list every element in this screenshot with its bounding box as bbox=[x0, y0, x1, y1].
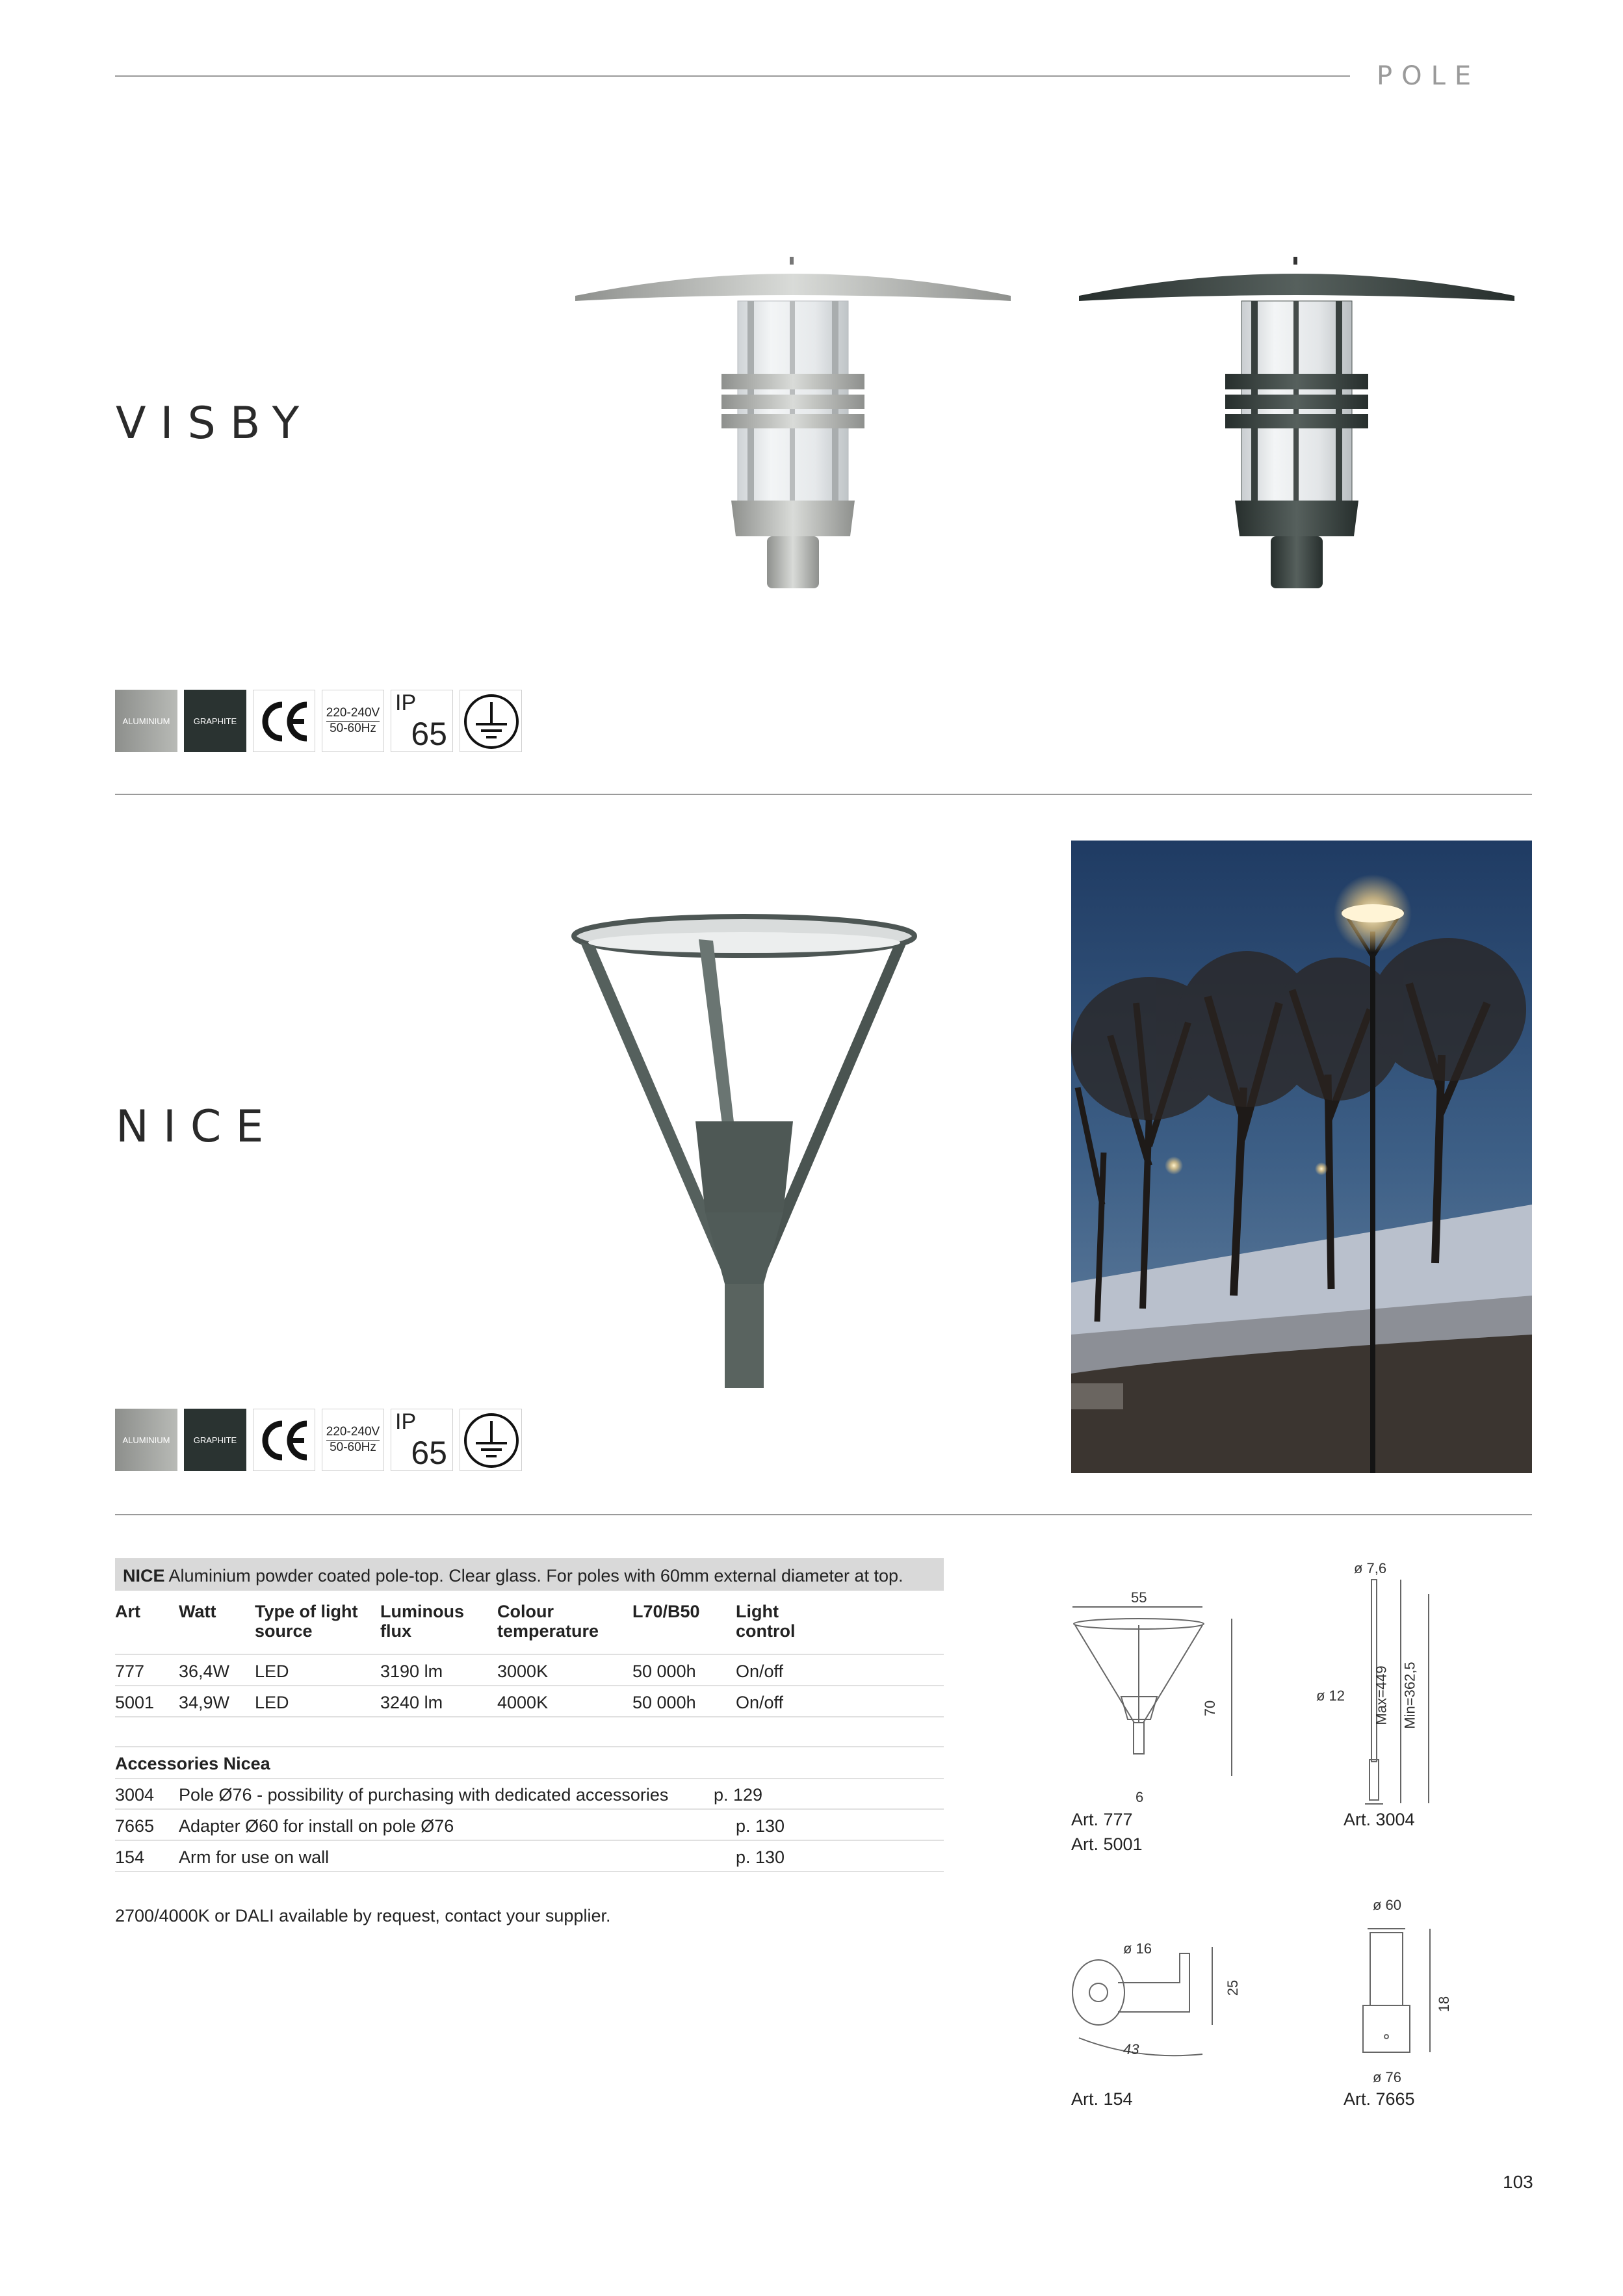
accessory-page: p. 130 bbox=[736, 1816, 785, 1836]
column-header-luminous-flux: Luminous flux bbox=[380, 1602, 464, 1641]
row-divider bbox=[115, 1871, 944, 1872]
cell-lifetime: 50 000h bbox=[632, 1662, 696, 1681]
accessories-title: Accessories Nicea bbox=[115, 1754, 270, 1773]
header-rule bbox=[115, 75, 1350, 77]
column-header-art: Art bbox=[115, 1602, 140, 1621]
nice-luminaire-image bbox=[569, 907, 920, 1388]
voltage-badge bbox=[322, 690, 384, 752]
product-name-nice: NICE bbox=[116, 1101, 278, 1153]
earth-ground-icon bbox=[460, 1409, 522, 1471]
pole-max-height: Max=449 bbox=[1373, 1665, 1390, 1725]
accessory-page: p. 130 bbox=[736, 1847, 785, 1867]
column-header-watt: Watt bbox=[179, 1602, 216, 1621]
column-header-l70b50: L70/B50 bbox=[632, 1602, 700, 1621]
row-divider bbox=[115, 1685, 944, 1686]
accessory-description: Arm for use on wall bbox=[179, 1847, 330, 1867]
availability-note: 2700/4000K or DALI available by request, contact your supplier. bbox=[115, 1906, 611, 1925]
arm-dimension-drawing bbox=[1066, 1940, 1248, 2077]
accessory-art: 7665 bbox=[115, 1816, 155, 1836]
accessory-page: p. 129 bbox=[714, 1785, 763, 1805]
section-divider-1 bbox=[115, 794, 1532, 795]
voltage-top: 220-240V bbox=[326, 1425, 380, 1441]
product-name-visby: VISBY bbox=[116, 398, 314, 449]
luminaire-width-dim: 55 bbox=[1131, 1589, 1147, 1606]
cell-art: 5001 bbox=[115, 1693, 155, 1712]
spec-title-description: Aluminium powder coated pole-top. Clear glass. For poles with 60mm external diameter at top. bbox=[164, 1566, 903, 1585]
spec-title-bar bbox=[115, 1558, 944, 1591]
adapter-bottom-diameter: ø 76 bbox=[1373, 2069, 1402, 2085]
pole-dimension-drawing bbox=[1352, 1574, 1443, 1808]
cell-control: On/off bbox=[736, 1662, 784, 1681]
nice-badges bbox=[115, 1409, 522, 1471]
accessory-description: Pole Ø76 - possibility of purchasing with dedicated accessories bbox=[179, 1785, 669, 1805]
arm-length: 43 bbox=[1123, 2041, 1139, 2057]
section-label: POLE bbox=[1377, 61, 1481, 91]
graphite-swatch: GRAPHITE bbox=[184, 1409, 246, 1471]
arm-diameter: ø 16 bbox=[1123, 1940, 1152, 1957]
cell-flux: 3190 lm bbox=[380, 1662, 443, 1681]
adapter-dimension-drawing bbox=[1352, 1921, 1456, 2057]
luminaire-base-dim: 6 bbox=[1136, 1789, 1144, 1805]
visby-badges bbox=[115, 690, 522, 752]
arm-height: 25 bbox=[1225, 1979, 1241, 1996]
ip-label: IP bbox=[395, 690, 417, 715]
ip-rating-badge bbox=[391, 690, 453, 752]
ce-mark-icon bbox=[253, 690, 315, 752]
column-header-light-control: Light control bbox=[736, 1602, 796, 1641]
voltage-badge bbox=[322, 1409, 384, 1471]
voltage-bottom: 50-60Hz bbox=[330, 1441, 376, 1454]
row-divider bbox=[115, 1746, 944, 1747]
aluminium-swatch: ALUMINIUM bbox=[115, 1409, 177, 1471]
pole-top-diameter: ø 7,6 bbox=[1354, 1560, 1387, 1576]
pole-mid-diameter: ø 12 bbox=[1316, 1688, 1345, 1704]
cell-control: On/off bbox=[736, 1693, 784, 1712]
row-divider bbox=[115, 1654, 944, 1655]
accessory-description: Adapter Ø60 for install on pole Ø76 bbox=[179, 1816, 454, 1836]
column-header-colour-temperature: Colour temperature bbox=[497, 1602, 599, 1641]
voltage-top: 220-240V bbox=[326, 706, 380, 722]
row-divider bbox=[115, 1808, 944, 1810]
luminaire-height-dim: 70 bbox=[1202, 1700, 1219, 1717]
graphite-swatch: GRAPHITE bbox=[184, 690, 246, 752]
cell-temperature: 3000K bbox=[497, 1662, 549, 1681]
cell-source: LED bbox=[255, 1693, 289, 1712]
cell-temperature: 4000K bbox=[497, 1693, 549, 1712]
cell-watt: 36,4W bbox=[179, 1662, 230, 1681]
accessory-art: 3004 bbox=[115, 1785, 155, 1805]
drawing-art-7665: Art. 7665 bbox=[1344, 2089, 1415, 2109]
spec-title-product: NICE bbox=[123, 1566, 165, 1585]
ip-value: 65 bbox=[411, 716, 447, 752]
page-number: 103 bbox=[1503, 2172, 1533, 2192]
ce-mark-icon bbox=[253, 1409, 315, 1471]
cell-lifetime: 50 000h bbox=[632, 1693, 696, 1712]
visby-graphite-image bbox=[1076, 250, 1518, 595]
row-divider bbox=[115, 1778, 944, 1779]
visby-aluminium-image bbox=[572, 250, 1014, 595]
column-header-light-source: Type of light source bbox=[255, 1602, 358, 1641]
luminaire-dimension-drawing bbox=[1066, 1606, 1241, 1781]
section-divider-2 bbox=[115, 1514, 1532, 1515]
ip-label: IP bbox=[395, 1409, 417, 1434]
ip-rating-badge bbox=[391, 1409, 453, 1471]
aluminium-swatch: ALUMINIUM bbox=[115, 690, 177, 752]
drawing-art-5001: Art. 5001 bbox=[1071, 1834, 1143, 1854]
drawing-art-154: Art. 154 bbox=[1071, 2089, 1133, 2109]
cell-art: 777 bbox=[115, 1662, 145, 1681]
adapter-height: 18 bbox=[1436, 1996, 1453, 2013]
cell-source: LED bbox=[255, 1662, 289, 1681]
row-divider bbox=[115, 1716, 944, 1717]
cell-watt: 34,9W bbox=[179, 1693, 230, 1712]
drawing-art-777: Art. 777 bbox=[1071, 1810, 1133, 1829]
pole-min-height: Min=362,5 bbox=[1401, 1662, 1418, 1729]
cell-flux: 3240 lm bbox=[380, 1693, 443, 1712]
earth-ground-icon bbox=[460, 690, 522, 752]
adapter-top-diameter: ø 60 bbox=[1373, 1897, 1402, 1913]
ip-value: 65 bbox=[411, 1435, 447, 1471]
drawing-art-3004: Art. 3004 bbox=[1344, 1810, 1415, 1829]
nice-installation-photo bbox=[1071, 841, 1532, 1473]
voltage-bottom: 50-60Hz bbox=[330, 722, 376, 735]
accessory-art: 154 bbox=[115, 1847, 145, 1867]
row-divider bbox=[115, 1840, 944, 1841]
